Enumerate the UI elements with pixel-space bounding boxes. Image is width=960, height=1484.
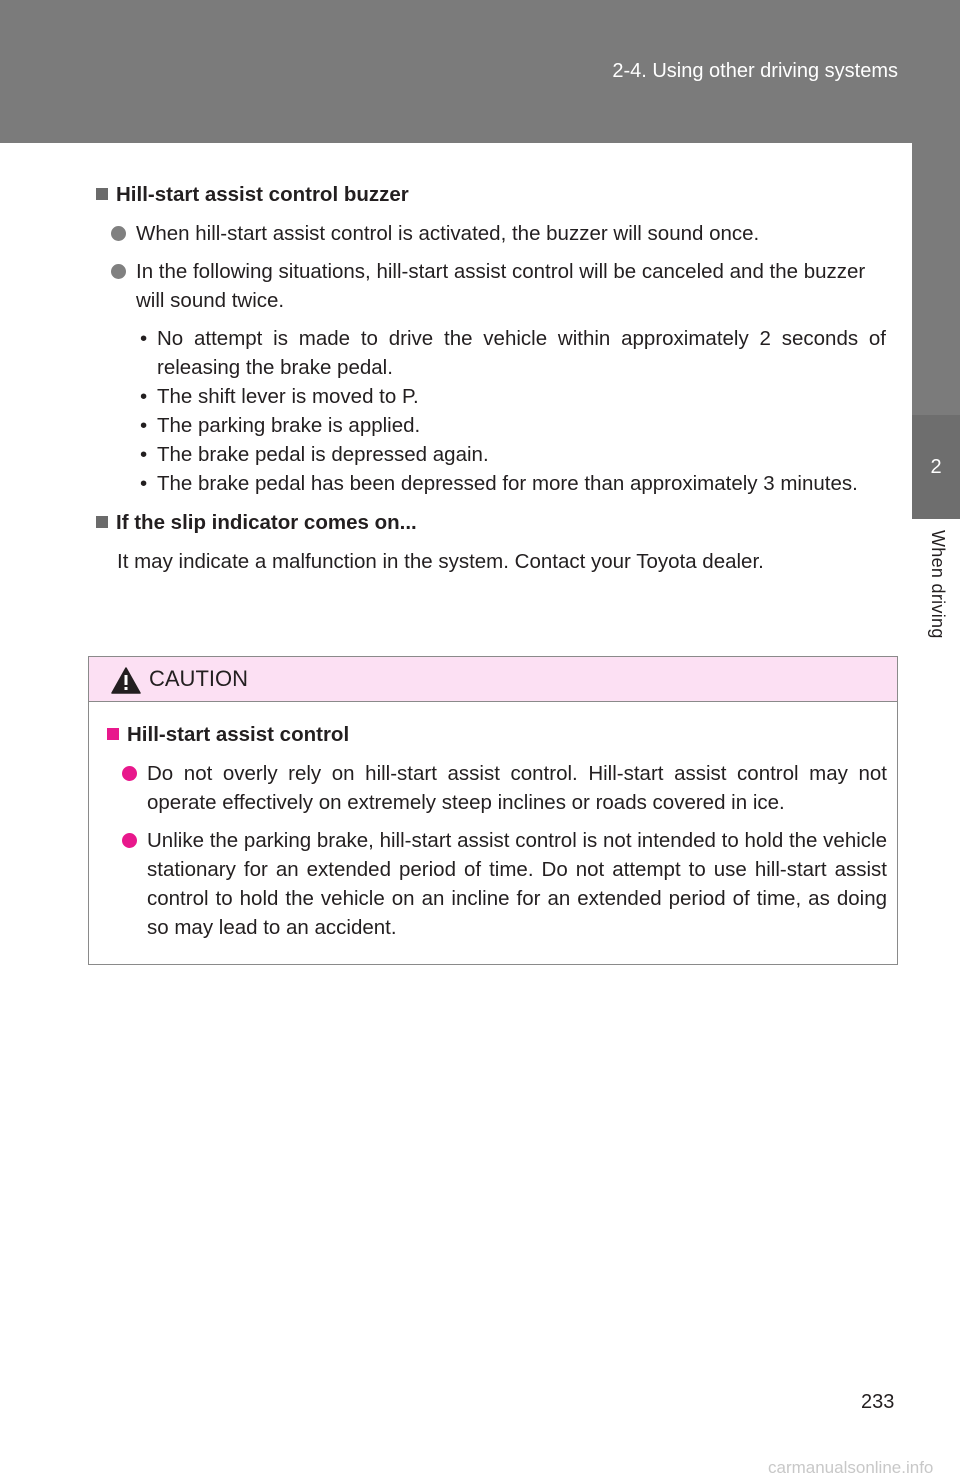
chapter-tab-number: 2 — [912, 415, 960, 519]
list-item: • No attempt is made to drive the vehicle within approximately 2 seconds of releasing the brake pedal. — [140, 327, 886, 379]
bullet-item: When hill-start assist control is activated, the buzzer will sound once. — [96, 219, 886, 248]
square-bullet-icon — [107, 728, 119, 740]
circle-bullet-icon — [111, 264, 126, 279]
list-item: • The brake pedal is depressed again. — [140, 443, 489, 466]
bullet-item: In the following situations, hill-start assist control will be canceled and the buzzer will sound twice. — [96, 257, 886, 315]
warning-triangle-icon — [111, 667, 141, 694]
caution-bullet: Unlike the parking brake, hill-start assist control is not intended to hold the vehicle stationary for an extended period of time. Do not attempt to use hill-start assist control to hold the vehicle on an incline for an extended period of time, as doing so may lead to an accident. — [107, 826, 887, 942]
chapter-tab-label: When driving — [928, 530, 948, 639]
caution-heading: Hill-start assist control — [107, 720, 887, 749]
caution-box — [88, 656, 898, 965]
condition-list — [136, 324, 886, 498]
section-heading-buzzer: Hill-start assist control buzzer — [96, 180, 886, 209]
circle-bullet-icon — [122, 766, 137, 781]
section-text: It may indicate a malfunction in the system. Contact your Toyota dealer. — [117, 550, 764, 573]
side-tab-bar — [912, 143, 960, 415]
circle-bullet-icon — [111, 226, 126, 241]
section-heading-slip-indicator: If the slip indicator comes on... — [96, 508, 886, 537]
watermark: carmanualsonline.info — [768, 1458, 934, 1477]
caution-header — [89, 657, 897, 702]
page-header — [0, 0, 960, 143]
caution-title: CAUTION — [149, 666, 248, 691]
caution-body — [89, 702, 897, 942]
square-bullet-icon — [96, 188, 108, 200]
square-bullet-icon — [96, 516, 108, 528]
circle-bullet-icon — [122, 833, 137, 848]
section-title: 2-4. Using other driving systems — [612, 60, 898, 82]
caution-bullet: Do not overly rely on hill-start assist control. Hill-start assist control may not operate effectively on extremely steep inclines or roads covered in ice. — [107, 759, 887, 817]
list-item: • The shift lever is moved to P. — [140, 385, 419, 408]
list-item: • The brake pedal has been depressed for more than approximately 3 minutes. — [140, 472, 858, 495]
main-content — [96, 180, 886, 586]
list-item: • The parking brake is applied. — [140, 414, 421, 437]
page-number: 233 — [861, 1391, 895, 1413]
